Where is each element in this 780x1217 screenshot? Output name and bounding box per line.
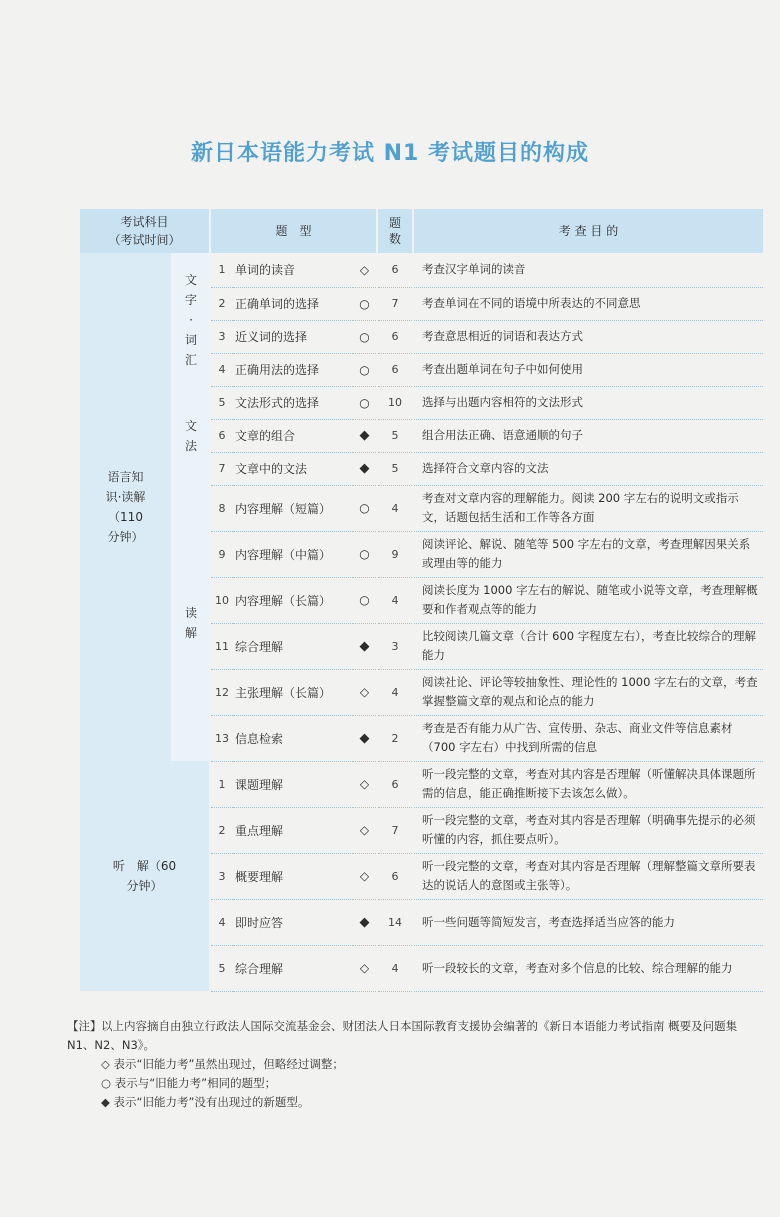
question-mark: ◆ [353,419,377,452]
table-body [80,253,763,991]
question-mark: ◆ [353,623,377,669]
row-number: 11 [210,623,233,669]
question-type: 内容理解（短篇） [233,485,353,531]
row-number: 7 [210,452,233,485]
question-type: 信息检索 [233,715,353,761]
question-mark: ◇ [353,853,377,899]
question-count: 5 [377,419,413,452]
table-row [80,386,763,419]
subsection-reading [172,485,210,761]
exam-purpose: 阅读长度为 1000 字左右的解说、随笔或小说等文章，考查理解概要和作者观点等的能力 [413,577,763,623]
question-count: 10 [377,386,413,419]
question-count: 2 [377,715,413,761]
question-mark: ◇ [353,253,377,287]
header-type: 题 型 [210,209,377,253]
question-count: 3 [377,623,413,669]
table-header-row [80,209,763,253]
section-listening: 听 解（60 分钟） [80,761,210,991]
page-title: 新日本语能力考试 N1 考试题目的构成 [190,141,590,166]
exam-purpose: 考查汉字单词的读音 [413,253,763,287]
question-type: 文法形式的选择 [233,386,353,419]
row-number: 3 [210,853,233,899]
row-number: 3 [210,320,233,353]
question-type: 文章中的文法 [233,452,353,485]
question-mark: ◆ [353,452,377,485]
question-count: 5 [377,452,413,485]
question-count: 4 [377,945,413,991]
exam-purpose: 考查单词在不同的语境中所表达的不同意思 [413,287,763,320]
header-subject: 考试科目 （考试时间） [80,209,210,253]
question-count: 7 [377,287,413,320]
exam-purpose: 考查对文章内容的理解能力。阅读 200 字左右的说明文或指示文，话题包括生活和工作等各方面 [413,485,763,531]
question-mark: ○ [353,386,377,419]
exam-purpose: 阅读社论、评论等较抽象性、理论性的 1000 字左右的文章，考查掌握整篇文章的观点和论点的能力 [413,669,763,715]
question-type: 概要理解 [233,853,353,899]
question-type: 内容理解（中篇） [233,531,353,577]
question-mark: ○ [353,531,377,577]
note-diamond-outline: ◇ 表示“旧能力考”虽然出现过，但略经过调整； [101,1057,344,1071]
question-type: 综合理解 [233,623,353,669]
question-type: 近义词的选择 [233,320,353,353]
question-mark: ◆ [353,899,377,945]
question-mark: ○ [353,353,377,386]
question-mark: ◆ [353,715,377,761]
exam-purpose: 选择与出题内容相符的文法形式 [413,386,763,419]
question-count: 4 [377,577,413,623]
section-language-knowledge-reading: 语言知识·读解（110 分钟） [80,253,172,761]
question-mark: ○ [353,287,377,320]
question-type: 正确单词的选择 [233,287,353,320]
exam-purpose: 听一段较长的文章，考查对多个信息的比较、综合理解的能力 [413,945,763,991]
row-number: 2 [210,287,233,320]
question-mark: ◇ [353,669,377,715]
question-type: 综合理解 [233,945,353,991]
question-type: 主张理解（长篇） [233,669,353,715]
question-mark: ◇ [353,945,377,991]
exam-purpose: 考查出题单词在句子中如何使用 [413,353,763,386]
row-number: 13 [210,715,233,761]
row-number: 4 [210,353,233,386]
notes-label: 【注】 [67,1019,102,1033]
row-number: 8 [210,485,233,531]
exam-purpose: 考查是否有能力从广告、宣传册、杂志、商业文件等信息素材（700 字左右）中找到所需的信息 [413,715,763,761]
header-count: 题数 [377,209,413,253]
question-type: 重点理解 [233,807,353,853]
question-type: 课题理解 [233,761,353,807]
question-type: 内容理解（长篇） [233,577,353,623]
question-count: 6 [377,320,413,353]
row-number: 12 [210,669,233,715]
exam-structure-table [80,209,763,992]
row-number: 1 [210,761,233,807]
subsection-label: 文字·词汇 [184,272,197,367]
question-mark: ◇ [353,761,377,807]
exam-purpose: 听一段完整的文章，考查对其内容是否理解（明确事先提示的必须听懂的内容，抓住要点听）。 [413,807,763,853]
exam-purpose: 比较阅读几篇文章（合计 600 字程度左右），考查比较综合的理解能力 [413,623,763,669]
subsection-grammar [172,386,210,485]
question-mark: ○ [353,320,377,353]
question-count: 6 [377,253,413,287]
exam-purpose: 考查意思相近的词语和表达方式 [413,320,763,353]
question-mark: ◇ [353,807,377,853]
question-count: 14 [377,899,413,945]
table-row [80,253,763,287]
question-count: 7 [377,807,413,853]
subsection-label: 文法 [184,418,197,453]
table-row [80,761,763,807]
question-count: 4 [377,669,413,715]
table-row [80,485,763,531]
note-diamond-filled: ◆ 表示“旧能力考”没有出现过的新题型。 [101,1095,310,1109]
exam-purpose: 组合用法正确、语意通顺的句子 [413,419,763,452]
exam-purpose: 选择符合文章内容的文法 [413,452,763,485]
row-number: 5 [210,945,233,991]
row-number: 9 [210,531,233,577]
exam-purpose: 听一段完整的文章，考查对其内容是否理解（听懂解决具体课题所需的信息，能正确推断接下去该怎么做）。 [413,761,763,807]
notes [67,1017,767,1112]
note-source: 以上内容摘自由独立行政法人国际交流基金会、财团法人日本国际教育支援协会编著的《新日本语能力考试指南 概要及问题集 N1、N2、N3》。 [67,1019,738,1052]
row-number: 10 [210,577,233,623]
header-purpose: 考 查 目 的 [413,209,763,253]
row-number: 4 [210,899,233,945]
exam-purpose: 听一些问题等简短发言，考查选择适当应答的能力 [413,899,763,945]
question-count: 6 [377,353,413,386]
question-count: 6 [377,853,413,899]
subsection-label: 读解 [184,606,197,640]
exam-purpose: 听一段完整的文章，考查对其内容是否理解（理解整篇文章所要表达的说话人的意图或主张等）。 [413,853,763,899]
question-mark: ○ [353,485,377,531]
row-number: 1 [210,253,233,287]
question-type: 正确用法的选择 [233,353,353,386]
question-type: 即时应答 [233,899,353,945]
row-number: 5 [210,386,233,419]
row-number: 2 [210,807,233,853]
row-number: 6 [210,419,233,452]
exam-purpose: 阅读评论、解说、随笔等 500 字左右的文章，考查理解因果关系或理由等的能力 [413,531,763,577]
note-circle: ○ 表示与“旧能力考”相同的题型； [101,1076,277,1090]
subsection-vocab [172,253,210,386]
question-count: 9 [377,531,413,577]
question-type: 单词的读音 [233,253,353,287]
question-mark: ○ [353,577,377,623]
question-count: 6 [377,761,413,807]
question-type: 文章的组合 [233,419,353,452]
question-count: 4 [377,485,413,531]
